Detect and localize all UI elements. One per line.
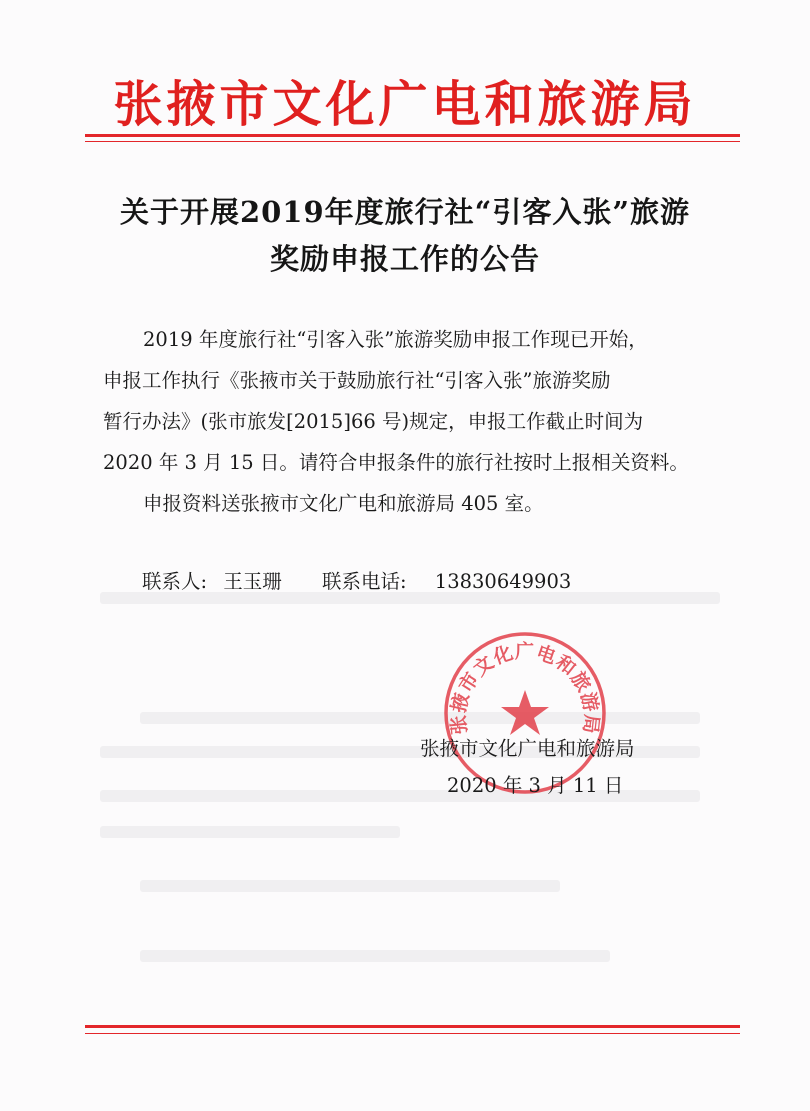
- body-line-4: 2020 年 3 月 15 日。请符合申报条件的旅行社按时上报相关资料。: [103, 451, 689, 474]
- letterhead-rule-thin: [85, 141, 740, 142]
- signature-date: 2020 年 3 月 11 日: [447, 774, 624, 797]
- show-through-texture: [140, 950, 610, 962]
- contact-phone-number: 13830649903: [434, 570, 572, 593]
- letterhead-rule-thick: [85, 134, 740, 137]
- body-line-1: 2019 年度旅行社“引客入张”旅游奖励申报工作现已开始，: [143, 328, 648, 351]
- show-through-texture: [100, 826, 400, 838]
- body-line-2: 申报工作执行《张掖市关于鼓励旅行社“引客入张”旅游奖励: [103, 369, 611, 392]
- contact-line: [142, 567, 571, 597]
- footer-rule-thick: [85, 1025, 740, 1028]
- footer-rule-thin: [85, 1033, 740, 1034]
- contact-person-label: 联系人:: [142, 570, 208, 593]
- show-through-texture: [140, 880, 560, 892]
- seal-text: 张掖市文化广电和旅游局: [447, 640, 603, 736]
- signature-org: 张掖市文化广电和旅游局: [420, 737, 635, 760]
- letterhead-title: 张掖市文化广电和旅游局: [113, 75, 697, 133]
- body-line-3: 暂行办法》(张市旅发[2015]66 号)规定，申报工作截止时间为: [103, 410, 644, 433]
- contact-person-name: 王玉珊: [223, 570, 282, 593]
- show-through-texture: [140, 712, 700, 724]
- submission-line: 申报资料送张掖市文化广电和旅游局 405 室。: [143, 492, 544, 515]
- notice-title-line-2: 奖励申报工作的公告: [269, 242, 540, 276]
- contact-phone-label: 联系电话:: [322, 570, 407, 593]
- notice-title-line-1: 关于开展2019年度旅行社“引客入张”旅游: [119, 195, 691, 229]
